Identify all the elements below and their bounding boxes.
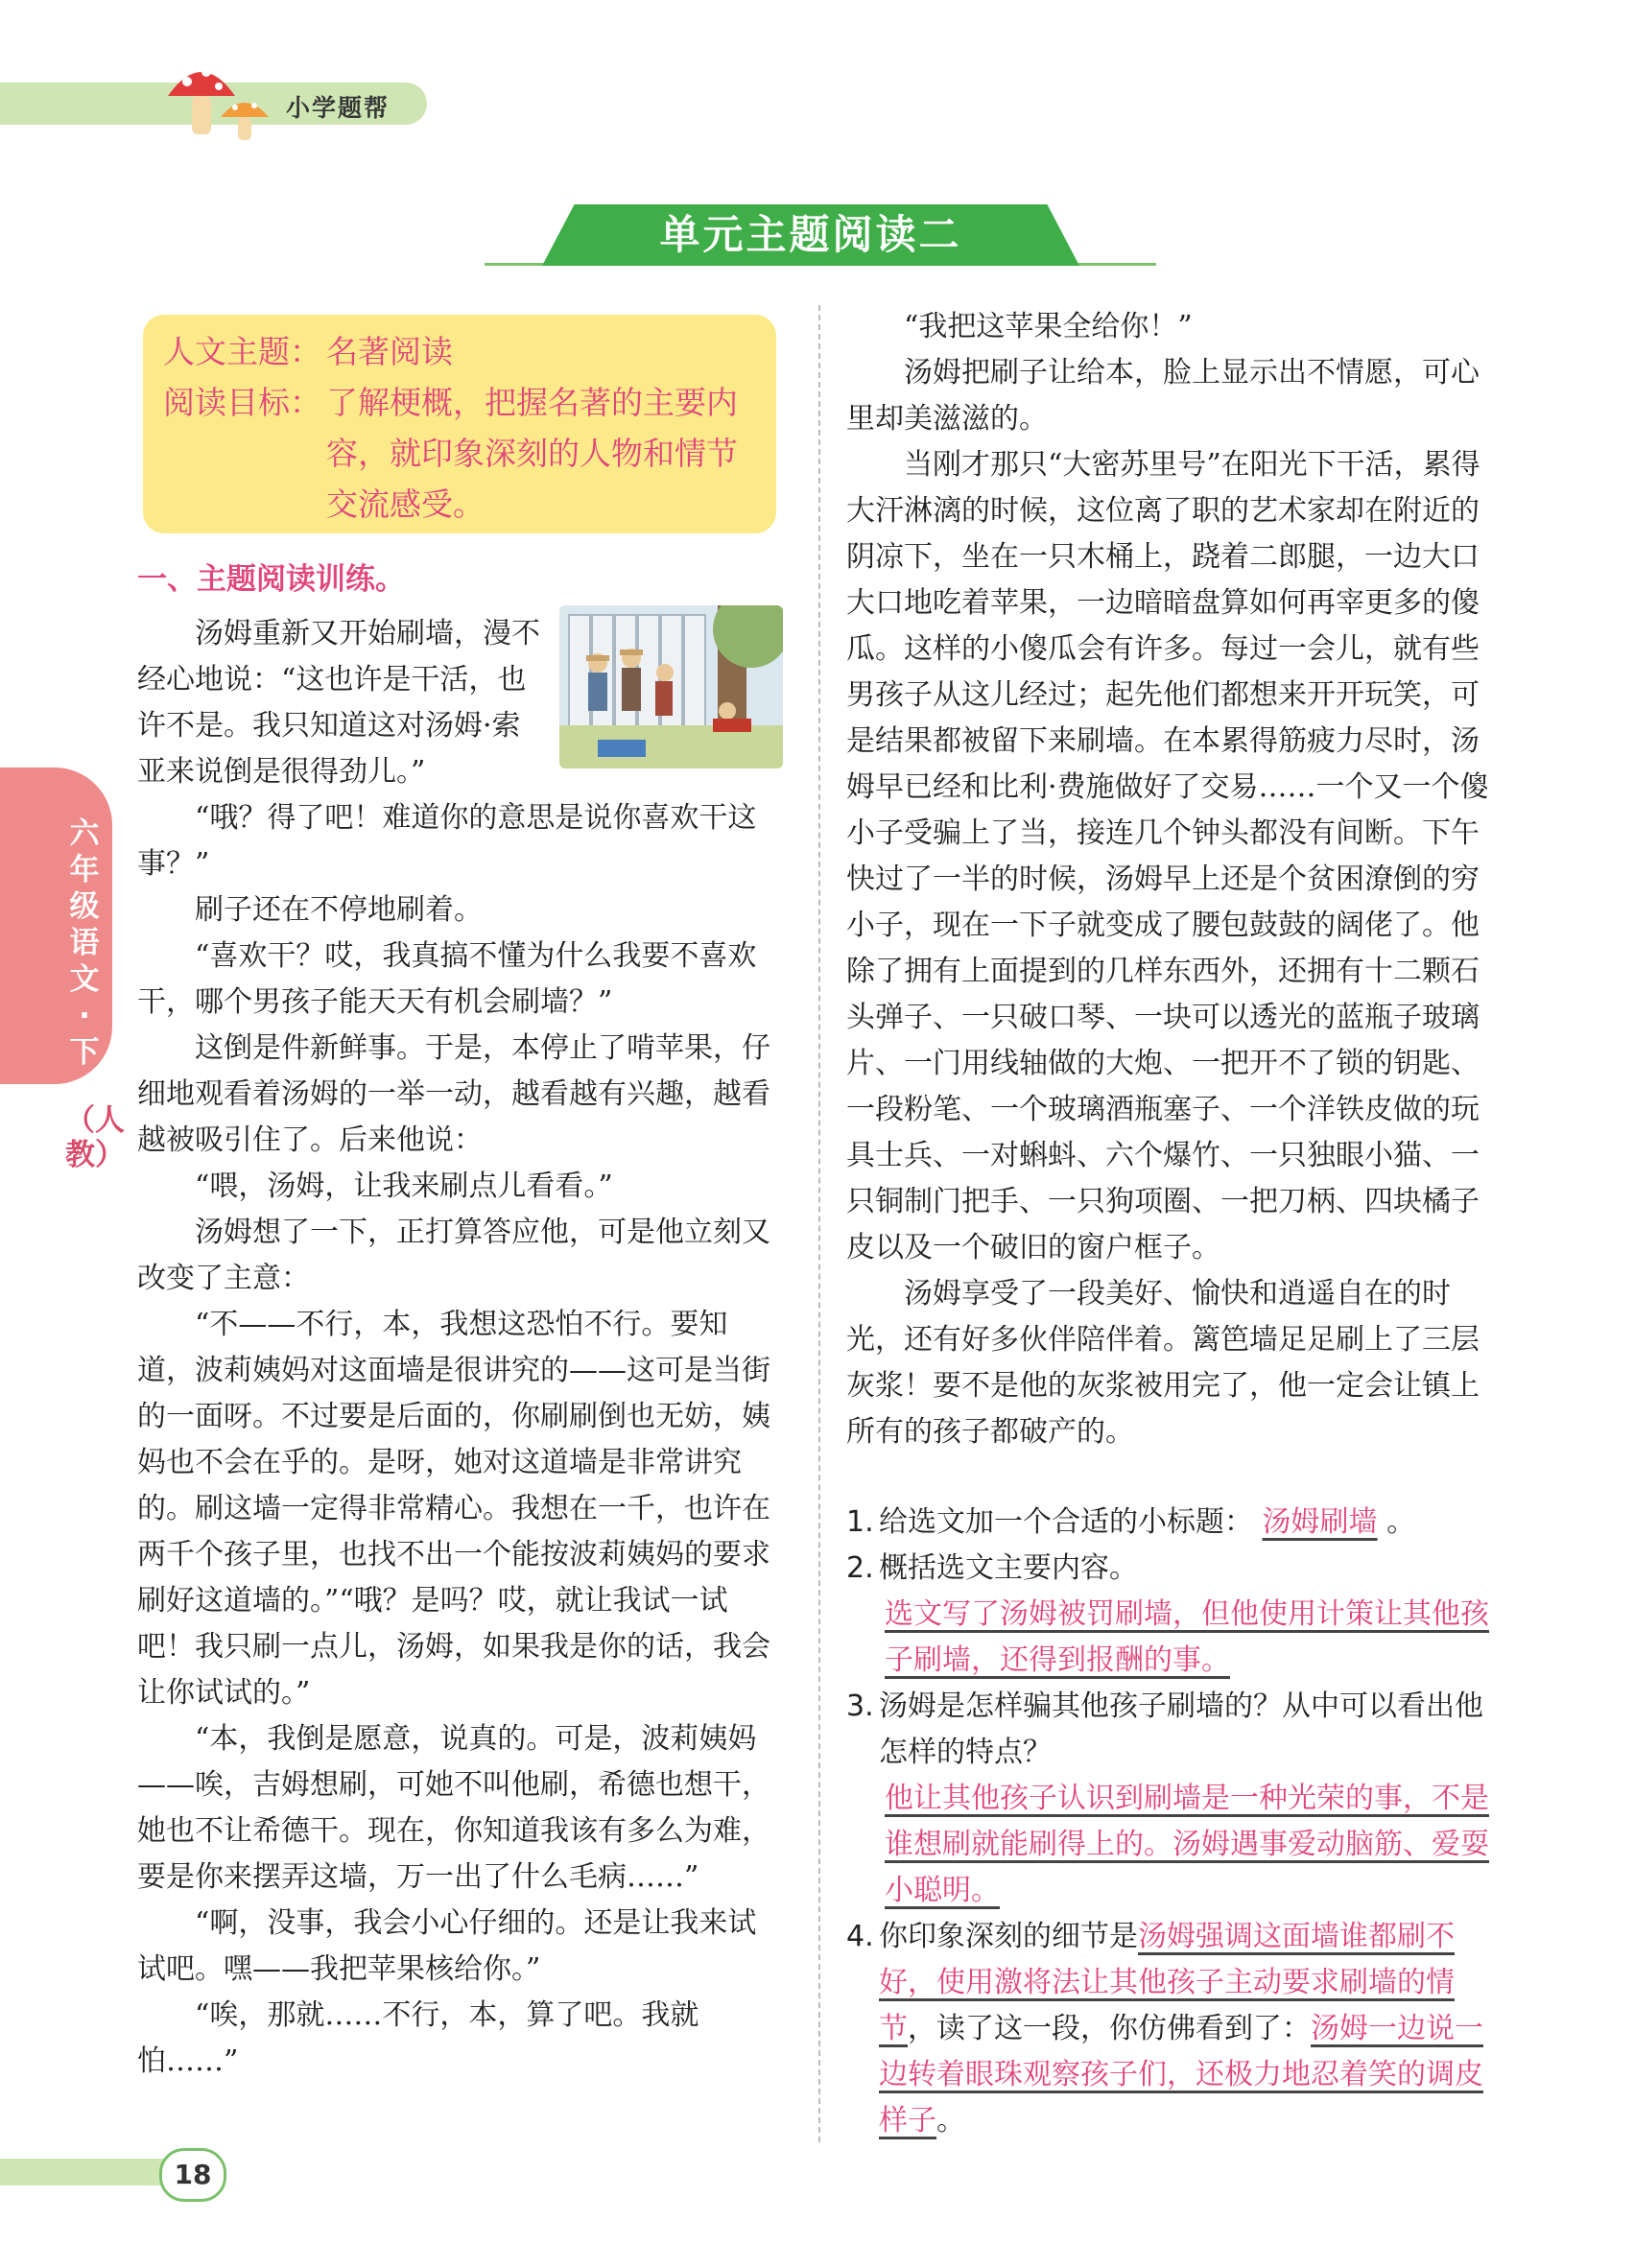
question-1 (846, 1500, 1499, 1546)
column-divider (818, 305, 820, 2142)
section-heading: 一、主题阅读训练。 (137, 562, 405, 597)
question-text: 概括选文主要内容。 (879, 1551, 1138, 1585)
paragraph: 汤姆想了一下，正打算答应他，可是他立刻又改变了主意： (137, 1216, 770, 1295)
question-end: 。 (936, 2104, 965, 2138)
left-column (137, 611, 785, 2085)
paragraph: 当刚才那只“大密苏里号”在阳光下干活，累得大汗淋漓的时候，这位离了职的艺术家却在附近的阴凉下，坐在一只木桶上，跷着二郎腿，一边大口大口地吃着苹果，一边暗暗盘算如何再宰更多的傻瓜。这样的小傻瓜会有许多。每过一会儿，就有些男孩子从这儿经过；起先他们都想来开开玩笑，可是结果都被留下来刷墙。在本累得筋疲力尽时，汤姆早已经和比利·费施做好了交易……一个又一个傻小子受骗上了当，接连几个钟头都没有间断。下午快过了一半的时候，汤姆早上还是个贫困潦倒的穷小子，现在一下子就变成了腰包鼓鼓的阔佬了。他除了拥有上面提到的几样东西外，还拥有十二颗石头弹子、一只破口琴、一块可以透光的蓝瓶子玻璃片、一门用线轴做的大炮、一把开不了锁的钥匙、一段粉笔、一个玻璃酒瓶塞子、一个洋铁皮做的玩具士兵、一对蝌蚪、六个爆竹、一只独眼小猫、一只铜制门把手、一只狗项圈、一把刀柄、四块橘子皮以及一个破旧的窗户框子。 (846, 448, 1489, 1264)
question-text: ，读了这一段，你仿佛看到了： (908, 2012, 1311, 2045)
answer-block (846, 1592, 1499, 1684)
answer-text: 汤姆强调这面墙谁都刷不好，使用激将法让其他孩子主动要求刷墙的情节 (879, 1920, 1455, 2045)
questions (846, 1500, 1499, 2144)
paragraph: 这倒是件新鲜事。于是，本停止了啃苹果，仔细地观看着汤姆的一举一动，越看越有兴趣，越看越被吸引住了。后来他说： (137, 1031, 770, 1157)
answer-text: 汤姆刷墙 (1262, 1505, 1378, 1539)
paragraph: 汤姆重新又开始刷墙，漫不经心地说：“这也许是干活，也许不是。我只知道这对汤姆·索亚来说倒是很得劲儿。” (137, 617, 540, 789)
brand-label: 小学题帮 (286, 94, 391, 122)
page-title: 单元主题阅读二 (659, 211, 962, 258)
question-number: 3. (846, 1689, 874, 1723)
goal-label: 阅读目标： (163, 384, 321, 421)
paragraph: 汤姆享受了一段美好、愉快和逍遥自在的时光，还有好多伙伴陪伴着。篱笆墙足足刷上了三层灰浆！要不是他的灰浆被用完了，他一定会让镇上所有的孩子都破产的。 (846, 1277, 1480, 1449)
answer-text: 他让其他孩子认识到刷墙是一种光荣的事，不是谁想刷就能刷得上的。汤姆遇事爱动脑筋、爱耍小聪明。 (885, 1782, 1489, 1907)
theme-value: 名著阅读 (326, 333, 453, 370)
side-edition-label: （人教） (65, 1103, 125, 1172)
paragraph: “喜欢干？哎，我真搞不懂为什么我要不喜欢干，哪个男孩子能天天有机会刷墙？” (137, 939, 757, 1019)
answer-text: 选文写了汤姆被罚刷墙，但他使用计策让其他孩子刷墙，还得到报酬的事。 (885, 1597, 1489, 1677)
paragraph: 汤姆把刷子让给本，脸上显示出不情愿，可心里却美滋滋的。 (846, 356, 1480, 436)
paragraph: “我把这苹果全给你！” (904, 310, 1193, 343)
theme-content (163, 326, 758, 530)
question-2 (846, 1546, 1499, 1592)
question-end: 。 (1386, 1505, 1416, 1539)
question-number: 1. (846, 1505, 874, 1539)
question-4 (846, 1914, 1499, 2144)
page-number: 18 (159, 2148, 226, 2202)
paragraph: 刷子还在不停地刷着。 (195, 893, 483, 927)
question-text: 给选文加一个合适的小标题： (879, 1505, 1253, 1539)
question-text: 你印象深刻的细节是 (879, 1920, 1138, 1953)
paragraph: “本，我倒是愿意，说真的。可是，波莉姨妈——唉，吉姆想刷，可她不叫他刷，希德也想干，她也不让希德干。现在，你知道我该有多么为难，要是你来摆弄这墙，万一出了什么毛病……” (137, 1722, 770, 1894)
paragraph: “喂，汤姆，让我来刷点儿看看。” (195, 1169, 613, 1203)
paragraph: “哦？得了吧！难道你的意思是说你喜欢干这事？” (137, 801, 757, 881)
theme-label: 人文主题： (163, 333, 321, 370)
question-3 (846, 1684, 1499, 1776)
paragraph: “唉，那就……不行，本，算了吧。我就怕……” (137, 1998, 699, 2078)
side-grade-label: 六年级语文·下 (69, 816, 100, 1070)
goal-value: 了解梗概，把握名著的主要内容，就印象深刻的人物和情节交流感受。 (326, 384, 738, 523)
answer-text: 汤姆一边说一边转着眼珠观察孩子们，还极力地忍着笑的调皮样子 (879, 2012, 1483, 2138)
mushroom-logo-icon (163, 58, 278, 144)
paragraph: “啊，没事，我会小心仔细的。还是让我来试试吧。嘿——我把苹果核给你。” (137, 1906, 757, 1986)
right-column (846, 304, 1499, 1455)
question-text: 汤姆是怎样骗其他孩子刷墙的？从中可以看出他怎样的特点？ (879, 1689, 1483, 1769)
question-number: 2. (846, 1551, 874, 1585)
question-number: 4. (846, 1920, 874, 1953)
answer-block (846, 1776, 1499, 1914)
paragraph: “不——不行，本，我想这恐怕不行。要知道，波莉姨妈对这面墙是很讲究的——这可是当街的一面呀。不过要是后面的，你刷刷倒也无妨，姨妈也不会在乎的。是呀，她对这道墙是非常讲究的。刷这墙一定得非常精心。我想在一千，也许在两千个孩子里，也找不出一个能按波莉姨妈的要求刷好这道墙的。”“哦？是吗？哎，就让我试一试吧！我只刷一点儿，汤姆，如果我是你的话，我会让你试试的。” (137, 1308, 770, 1710)
